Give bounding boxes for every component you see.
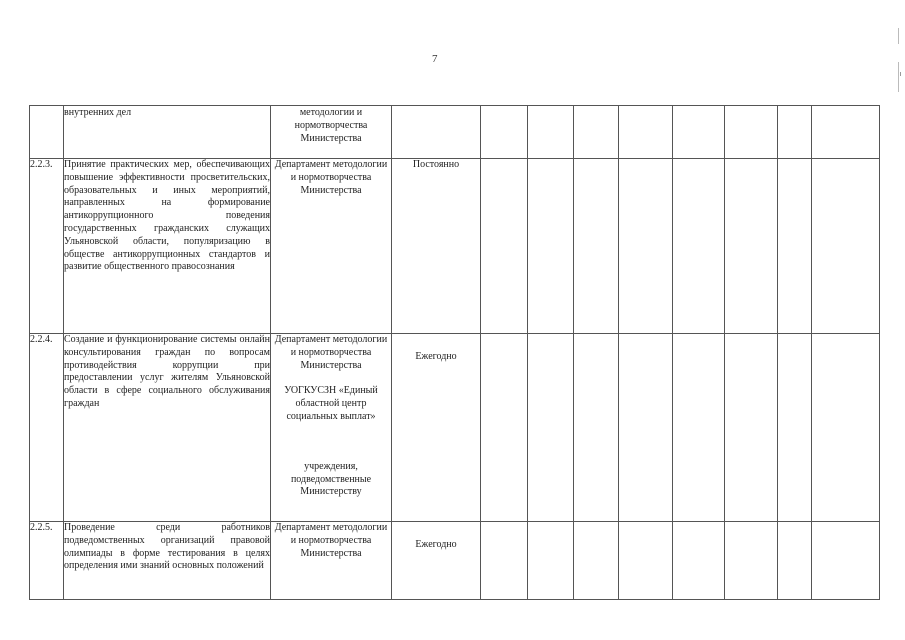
table-row xyxy=(30,522,880,600)
empty-cell xyxy=(528,106,574,159)
term-cell: Постоянно xyxy=(392,159,481,334)
empty-cell xyxy=(673,159,725,334)
row-number xyxy=(30,106,64,159)
empty-cell xyxy=(481,334,528,522)
responsible-executor: Департамент методологии и нормотворчества Министерства xyxy=(274,159,388,196)
responsible-cell xyxy=(271,334,392,522)
empty-cell xyxy=(619,159,673,334)
term-cell xyxy=(392,106,481,159)
empty-cell xyxy=(778,106,812,159)
responsible-cell xyxy=(271,522,392,600)
empty-cell xyxy=(812,334,880,522)
empty-cell xyxy=(812,522,880,600)
empty-cell xyxy=(528,159,574,334)
empty-cell xyxy=(725,159,778,334)
table-row xyxy=(30,159,880,334)
empty-cell xyxy=(619,106,673,159)
empty-cell xyxy=(725,106,778,159)
empty-cell xyxy=(725,334,778,522)
empty-cell xyxy=(673,334,725,522)
term-cell: Ежегодно xyxy=(392,334,481,522)
row-number: 2.2.4. xyxy=(30,334,64,522)
empty-cell xyxy=(528,522,574,600)
empty-cell xyxy=(574,522,619,600)
empty-cell xyxy=(673,522,725,600)
table-row xyxy=(30,106,880,159)
scan-edge-mark xyxy=(898,62,899,92)
empty-cell xyxy=(812,159,880,334)
empty-cell xyxy=(481,522,528,600)
empty-cell xyxy=(673,106,725,159)
measure-text: Проведение среди работников подведомственных организаций правовой олимпиады в форме тестирования в целях определения ими знаний основных положений xyxy=(64,522,271,600)
responsible-executor: Департамент методологии и нормотворчества Министерства xyxy=(274,334,388,371)
table-row xyxy=(30,334,880,522)
scan-edge-mark xyxy=(900,72,901,76)
term-cell: Ежегодно xyxy=(392,522,481,600)
empty-cell xyxy=(574,106,619,159)
responsible-executor: методологии и нормотворчества Министерства xyxy=(294,107,368,144)
empty-cell xyxy=(778,334,812,522)
row-number: 2.2.5. xyxy=(30,522,64,600)
empty-cell xyxy=(574,159,619,334)
responsible-executor: УОГКУСЗН «Единый областной центр социальных выплат» xyxy=(284,385,378,422)
empty-cell xyxy=(812,106,880,159)
empty-cell xyxy=(528,334,574,522)
measure-text: Создание и функционирование системы онлайн консультирования граждан по вопросам противодействия коррупции при предоставлении услуг жителям Ульяновской области в сфере социального обслуживания граждан xyxy=(64,334,271,522)
measure-text: Принятие практических мер, обеспечивающих повышение эффективности просветительских, образовательных и иных мероприятий, направленных на формирование антикоррупционного поведения государственных гражданских служащих Ульяновской области, популяризацию в обществе антикоррупционных стандартов и развитие общественного правосознания xyxy=(64,159,271,334)
scan-edge-mark xyxy=(898,28,899,44)
measure-text: внутренних дел xyxy=(64,106,271,159)
responsible-cell xyxy=(271,159,392,334)
empty-cell xyxy=(778,522,812,600)
row-number: 2.2.3. xyxy=(30,159,64,334)
responsible-executor: Департамент методологии и нормотворчества Министерства xyxy=(274,522,388,559)
empty-cell xyxy=(481,106,528,159)
responsible-executor: учреждения, подведомственные Министерству xyxy=(290,460,372,498)
empty-cell xyxy=(778,159,812,334)
empty-cell xyxy=(619,522,673,600)
empty-cell xyxy=(619,334,673,522)
empty-cell xyxy=(725,522,778,600)
empty-cell xyxy=(574,334,619,522)
responsible-cell xyxy=(271,106,392,159)
measures-table xyxy=(29,105,880,600)
page-number: 7 xyxy=(432,53,438,65)
empty-cell xyxy=(481,159,528,334)
